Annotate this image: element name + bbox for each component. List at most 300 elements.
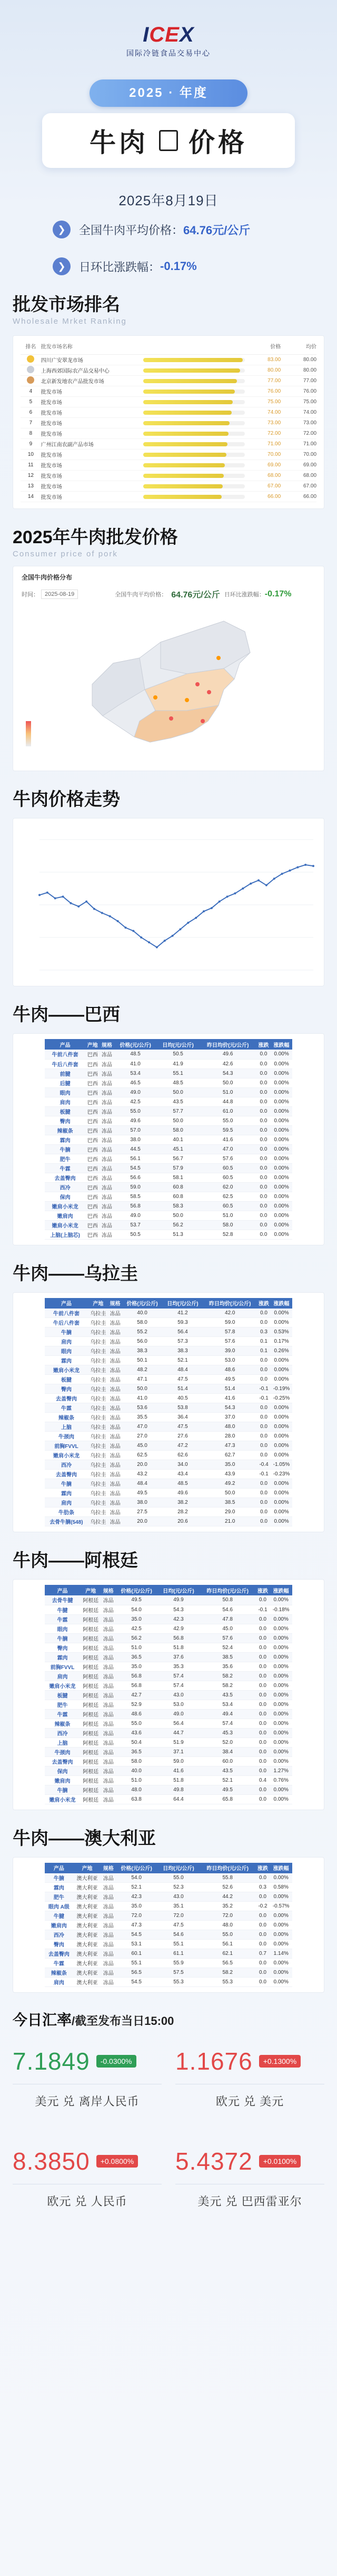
table-cell: 57.6 bbox=[203, 1337, 257, 1346]
table-cell: 0.00% bbox=[271, 1517, 292, 1526]
table-cell: 47.0 bbox=[200, 1144, 256, 1154]
table-cell: 0.0 bbox=[256, 1940, 270, 1949]
table-cell: 0.0 bbox=[257, 1479, 271, 1489]
table-cell: 嫩肩肉 bbox=[45, 1211, 85, 1220]
table-cell: 冻品 bbox=[108, 1346, 122, 1356]
rank-price: 72.00 bbox=[267, 431, 281, 436]
rank-bar bbox=[143, 411, 232, 415]
table-cell: 冻品 bbox=[101, 1681, 115, 1690]
table-cell: 42.9 bbox=[157, 1624, 200, 1633]
table-header-cell: 产地 bbox=[80, 1585, 101, 1595]
rank-avg: 80.00 bbox=[303, 367, 317, 373]
table-cell: 65.8 bbox=[200, 1794, 256, 1804]
table-cell: 56.7 bbox=[157, 1154, 200, 1163]
map-chg-value: -0.17% bbox=[264, 589, 292, 598]
table-cell: 0.0 bbox=[256, 1106, 271, 1116]
table-cell: 0.0 bbox=[256, 1201, 271, 1211]
rank-avg: 75.00 bbox=[303, 399, 317, 405]
table-cell: 冻品 bbox=[101, 1978, 115, 1987]
table-cell: 60.5 bbox=[200, 1173, 256, 1182]
table-cell: 牛腩 bbox=[45, 1479, 88, 1489]
table-cell: 35.6 bbox=[200, 1662, 256, 1671]
table-cell: 乌拉圭 bbox=[88, 1413, 108, 1422]
map-chg-label: 日环比涨跌幅： bbox=[224, 591, 265, 598]
table-cell: 35.1 bbox=[157, 1902, 200, 1911]
table-header-cell: 日均(元/公斤) bbox=[157, 1863, 200, 1873]
table-cell: 冻品 bbox=[100, 1230, 114, 1239]
table-cell: -0.18% bbox=[270, 1605, 292, 1614]
table-cell: 49.2 bbox=[203, 1479, 257, 1489]
table-cell: 0.58% bbox=[270, 1883, 292, 1892]
data-point bbox=[62, 896, 64, 898]
rank-bar-track bbox=[143, 484, 245, 488]
table-cell: 0.76% bbox=[270, 1775, 292, 1785]
market-name: 北京新发地农产品批发市场 bbox=[41, 379, 104, 385]
table-cell: 冻品 bbox=[108, 1327, 122, 1337]
table-cell: 47.3 bbox=[203, 1441, 257, 1451]
table-row bbox=[45, 1106, 292, 1116]
rank-head-no: 排名 bbox=[25, 344, 36, 350]
table-cell: 肩肉 bbox=[45, 1671, 80, 1681]
table-cell: 55.3 bbox=[157, 1978, 200, 1987]
table-cell: 保肉 bbox=[45, 1192, 85, 1201]
table-cell: 0.3 bbox=[257, 1327, 271, 1337]
table-cell: 48.5 bbox=[157, 1078, 200, 1087]
ranking-body bbox=[21, 355, 316, 502]
table-cell: 去盖臀肉 bbox=[45, 1394, 88, 1403]
table-cell: 56.0 bbox=[122, 1337, 163, 1346]
table-cell: 0.0 bbox=[256, 1968, 270, 1978]
table-cell: 冻品 bbox=[101, 1719, 115, 1728]
table-cell: 60.5 bbox=[200, 1201, 256, 1211]
table-header-cell: 产品 bbox=[45, 1298, 88, 1309]
table-cell: 45.0 bbox=[122, 1441, 163, 1451]
rank-bar-track bbox=[143, 453, 245, 457]
table-cell: 0.00% bbox=[271, 1403, 292, 1413]
table-cell: 0.00% bbox=[271, 1059, 292, 1069]
table-header-cell: 涨跌幅 bbox=[270, 1863, 292, 1873]
table-cell: 58.5 bbox=[114, 1192, 157, 1201]
table-cell: 冻品 bbox=[108, 1337, 122, 1346]
table-cell: 臀肉 bbox=[45, 1940, 73, 1949]
table-cell: 0.00% bbox=[271, 1432, 292, 1441]
table-cell: 0.00% bbox=[271, 1309, 292, 1318]
table-cell: 乌拉圭 bbox=[88, 1470, 108, 1479]
table-cell: 冻品 bbox=[101, 1709, 115, 1719]
table-cell: 冻品 bbox=[108, 1309, 122, 1318]
table-cell: 板腱 bbox=[45, 1690, 80, 1700]
table-cell: 0.00% bbox=[271, 1125, 292, 1135]
table-cell: 0.00% bbox=[271, 1154, 292, 1163]
price-table-card bbox=[13, 1857, 324, 1993]
table-cell: 51.8 bbox=[157, 1775, 200, 1785]
table-row bbox=[45, 1201, 292, 1211]
price-marker bbox=[216, 656, 221, 660]
table-cell: 阿根廷 bbox=[80, 1614, 101, 1624]
avg-price-value: 64.76元/公斤 bbox=[183, 223, 251, 237]
table-cell: 54.6 bbox=[157, 1930, 200, 1940]
table-cell: 澳大利亚 bbox=[73, 1873, 102, 1883]
table-cell: 72.0 bbox=[115, 1911, 157, 1921]
table-cell: 0.00% bbox=[271, 1163, 292, 1173]
table-header-cell: 规格 bbox=[108, 1298, 122, 1309]
rank-no: 12 bbox=[27, 473, 34, 478]
rank-avg: 80.00 bbox=[303, 357, 317, 363]
table-cell: 牛腩 bbox=[45, 1785, 80, 1794]
table-cell: 48.5 bbox=[162, 1479, 203, 1489]
table-cell: 49.0 bbox=[157, 1709, 200, 1719]
table-cell: 48.0 bbox=[203, 1422, 257, 1432]
table-row bbox=[45, 1220, 292, 1230]
table-cell: 37.0 bbox=[203, 1413, 257, 1422]
table-cell: 冻品 bbox=[108, 1394, 122, 1403]
table-cell: 巴西 bbox=[85, 1163, 100, 1173]
table-cell: 48.4 bbox=[162, 1365, 203, 1375]
rank-no: 13 bbox=[27, 483, 34, 489]
table-cell: 冻品 bbox=[108, 1384, 122, 1394]
table-cell: 0.00% bbox=[270, 1785, 292, 1794]
table-cell: 0.0 bbox=[256, 1078, 271, 1087]
data-point bbox=[93, 908, 95, 910]
table-cell: 50.0 bbox=[200, 1078, 256, 1087]
table-cell: 39.0 bbox=[203, 1346, 257, 1356]
table-cell: 去骨牛腱 bbox=[45, 1595, 80, 1605]
table-row bbox=[45, 1902, 292, 1911]
table-row bbox=[45, 1978, 292, 1987]
ranking-row bbox=[21, 397, 316, 407]
table-cell: 43.5 bbox=[157, 1097, 200, 1106]
table-cell: 0.0 bbox=[256, 1230, 271, 1239]
table-row bbox=[45, 1432, 292, 1441]
table-header-cell: 价格(元/公斤) bbox=[122, 1298, 163, 1309]
rank-price: 80.00 bbox=[267, 367, 281, 373]
table-cell: 47.5 bbox=[162, 1422, 203, 1432]
table-cell: 51.0 bbox=[200, 1211, 256, 1220]
table-cell: 冻品 bbox=[101, 1671, 115, 1681]
table-cell: 0.0 bbox=[256, 1643, 270, 1652]
map-avg-value: 64.76元/公斤 bbox=[171, 591, 220, 600]
table-row bbox=[45, 1624, 292, 1633]
table-cell: 臀肉 bbox=[45, 1384, 88, 1394]
table-cell: 55.0 bbox=[200, 1930, 256, 1940]
table-cell: 44.2 bbox=[200, 1892, 256, 1902]
table-cell: 冻品 bbox=[108, 1479, 122, 1489]
table-cell: 冻品 bbox=[108, 1413, 122, 1422]
rank-price: 75.00 bbox=[267, 399, 281, 405]
table-cell: 60.5 bbox=[200, 1163, 256, 1173]
table-cell: 56.1 bbox=[114, 1154, 157, 1163]
rank-bar-track bbox=[143, 432, 245, 436]
table-cell: 62.7 bbox=[203, 1451, 257, 1460]
table-cell: 48.5 bbox=[114, 1050, 157, 1059]
table-cell: 38.0 bbox=[122, 1498, 163, 1507]
rank-avg: 69.00 bbox=[303, 462, 317, 468]
table-cell: 52.1 bbox=[162, 1356, 203, 1365]
rank-head-price: 价格 bbox=[270, 344, 281, 350]
table-cell: 35.3 bbox=[157, 1662, 200, 1671]
data-point bbox=[226, 896, 229, 898]
fx-pair-label: 欧元 兑 人民币 bbox=[47, 2195, 127, 2208]
table-cell: 眼肉 A级 bbox=[45, 1902, 73, 1911]
table-cell: -0.1 bbox=[256, 1605, 270, 1614]
price-table-section bbox=[0, 1546, 337, 1810]
ranking-section bbox=[0, 290, 337, 509]
table-cell: 阿根廷 bbox=[80, 1709, 101, 1719]
table-cell: 阿根廷 bbox=[80, 1738, 101, 1747]
table-header-cell: 价格(元/公斤) bbox=[114, 1039, 157, 1050]
table-row bbox=[45, 1605, 292, 1614]
table-cell: 0.0 bbox=[257, 1356, 271, 1365]
table-cell: 上脑 bbox=[45, 1738, 80, 1747]
table-cell: 55.3 bbox=[200, 1978, 256, 1987]
table-cell: 43.6 bbox=[115, 1728, 157, 1738]
table-cell: 巴西 bbox=[85, 1230, 100, 1239]
map-avg-label: 全国牛肉平均价格： bbox=[115, 591, 167, 598]
price-table-card bbox=[13, 1292, 324, 1533]
table-cell: 49.5 bbox=[115, 1595, 157, 1605]
table-cell: 去骨牛腩(548) bbox=[45, 1517, 88, 1526]
table-cell: 冻品 bbox=[101, 1968, 115, 1978]
hero-title bbox=[42, 113, 295, 168]
table-row bbox=[45, 1507, 292, 1517]
data-point bbox=[179, 928, 181, 931]
table-cell: 巴西 bbox=[85, 1220, 100, 1230]
table-cell: 巴西 bbox=[85, 1078, 100, 1087]
table-header-cell: 产地 bbox=[73, 1863, 102, 1873]
market-name: 批发市场 bbox=[41, 474, 62, 480]
table-row bbox=[45, 1182, 292, 1192]
fx-rate-value: 8.3850 bbox=[13, 2147, 90, 2175]
table-cell: 0.00% bbox=[271, 1356, 292, 1365]
table-row bbox=[45, 1892, 292, 1902]
table-cell: 乌拉圭 bbox=[88, 1375, 108, 1384]
change-value: -0.17% bbox=[160, 259, 197, 273]
trend-chart bbox=[13, 818, 324, 986]
table-row bbox=[45, 1422, 292, 1432]
rank-bar-track bbox=[143, 495, 245, 499]
table-cell: 45.1 bbox=[157, 1144, 200, 1154]
table-cell: 37.1 bbox=[157, 1747, 200, 1756]
table-cell: 阿根廷 bbox=[80, 1719, 101, 1728]
table-header-cell: 涨跌幅 bbox=[271, 1039, 292, 1050]
table-cell: 55.0 bbox=[157, 1873, 200, 1883]
table-cell: 冻品 bbox=[108, 1451, 122, 1460]
table-cell: 58.1 bbox=[157, 1173, 200, 1182]
table-cell: 冻品 bbox=[101, 1662, 115, 1671]
table-cell: 62.6 bbox=[162, 1451, 203, 1460]
table-cell: 0.0 bbox=[256, 1921, 270, 1930]
ranking-row bbox=[21, 471, 316, 481]
table-cell: 冻品 bbox=[101, 1766, 115, 1775]
table-cell: 0.00% bbox=[271, 1211, 292, 1220]
table-cell: 27.0 bbox=[122, 1432, 163, 1441]
table-cell: 0.00% bbox=[270, 1794, 292, 1804]
table-cell: 38.4 bbox=[200, 1747, 256, 1756]
table-cell: 53.1 bbox=[115, 1940, 157, 1949]
table-cell: 58.0 bbox=[157, 1125, 200, 1135]
rank-bar bbox=[143, 474, 224, 478]
table-cell: 52.9 bbox=[115, 1700, 157, 1709]
ranking-row bbox=[21, 460, 316, 471]
data-point bbox=[242, 887, 244, 890]
ranking-row bbox=[21, 481, 316, 492]
table-cell: 54.5 bbox=[115, 1930, 157, 1940]
table-cell: 巴西 bbox=[85, 1097, 100, 1106]
table-cell: 0.0 bbox=[256, 1624, 270, 1633]
fx-grid bbox=[13, 2038, 324, 2222]
table-cell: 59.0 bbox=[203, 1318, 257, 1327]
table-cell: 0.0 bbox=[256, 1719, 270, 1728]
price-table-title: 牛肉——阿根廷 bbox=[13, 1551, 138, 1571]
table-cell: 0.0 bbox=[256, 1059, 271, 1069]
fx-pair-label: 欧元 兑 美元 bbox=[215, 2095, 284, 2108]
table-cell: 0.00% bbox=[270, 1968, 292, 1978]
table-cell: 44.8 bbox=[200, 1097, 256, 1106]
map-date-picker[interactable]: 2025-08-19 bbox=[41, 590, 78, 599]
medal-icon bbox=[27, 376, 34, 384]
table-cell: 42.0 bbox=[203, 1309, 257, 1318]
table-cell: 阿根廷 bbox=[80, 1652, 101, 1662]
map-title: 2025年牛肉批发价格 bbox=[13, 527, 178, 547]
rank-avg: 74.00 bbox=[303, 410, 317, 415]
table-cell: 0.00% bbox=[271, 1451, 292, 1460]
table-header-cell: 价格(元/公斤) bbox=[115, 1863, 157, 1873]
table-cell: 冻品 bbox=[108, 1318, 122, 1327]
table-cell: 49.6 bbox=[114, 1116, 157, 1125]
table-cell: 0.00% bbox=[270, 1873, 292, 1883]
fx-rate-value: 1.1676 bbox=[175, 2047, 253, 2075]
market-name: 四川广安翠龙市场 bbox=[41, 358, 83, 364]
table-cell: 霖肉 bbox=[45, 1652, 80, 1662]
table-cell: 0.0 bbox=[257, 1517, 271, 1526]
table-cell: 冻品 bbox=[108, 1356, 122, 1365]
table-cell: -0.23% bbox=[271, 1470, 292, 1479]
table-row bbox=[45, 1949, 292, 1959]
table-cell: 28.0 bbox=[203, 1432, 257, 1441]
table-cell: 27.5 bbox=[122, 1507, 163, 1517]
table-cell: 霖肉 bbox=[45, 1356, 88, 1365]
table-header-cell: 价格(元/公斤) bbox=[115, 1585, 157, 1595]
table-cell: 0.00% bbox=[270, 1911, 292, 1921]
rank-no bbox=[21, 366, 41, 375]
rank-price: 76.00 bbox=[267, 388, 281, 394]
table-cell: 乌拉圭 bbox=[88, 1346, 108, 1356]
data-point bbox=[164, 940, 166, 942]
map-card bbox=[13, 566, 324, 771]
table-header-cell: 昨日均价(元/公斤) bbox=[200, 1039, 256, 1050]
table-cell: 50.0 bbox=[157, 1211, 200, 1220]
fx-pair-label: 美元 兑 离岸人民币 bbox=[35, 2095, 140, 2108]
table-cell: 48.0 bbox=[200, 1921, 256, 1930]
table-cell: 58.2 bbox=[200, 1968, 256, 1978]
table-cell: 牛腩 bbox=[45, 1144, 85, 1154]
table-cell: 上脑(上脑芯) bbox=[45, 1230, 85, 1239]
table-cell: 澳大利亚 bbox=[73, 1968, 102, 1978]
data-point bbox=[187, 922, 189, 924]
rank-avg: 77.00 bbox=[303, 378, 317, 384]
table-cell: 牛后八件套 bbox=[45, 1318, 88, 1327]
table-cell: 0.0 bbox=[256, 1144, 271, 1154]
rank-bar bbox=[143, 400, 233, 404]
table-cell: 48.0 bbox=[115, 1785, 157, 1794]
table-cell: 51.8 bbox=[157, 1643, 200, 1652]
data-point bbox=[132, 930, 134, 932]
table-row bbox=[45, 1766, 292, 1775]
table-cell: 巴西 bbox=[85, 1106, 100, 1116]
table-cell: 乌拉圭 bbox=[88, 1309, 108, 1318]
map-date-label: 时间： bbox=[22, 591, 39, 598]
table-cell: -0.25% bbox=[271, 1394, 292, 1403]
table-cell: 63.8 bbox=[115, 1794, 157, 1804]
table-cell: 35.0 bbox=[115, 1662, 157, 1671]
table-cell: 49.4 bbox=[200, 1709, 256, 1719]
table-cell: 肩肉 bbox=[45, 1978, 73, 1987]
table-row bbox=[45, 1940, 292, 1949]
table-cell: 西冷 bbox=[45, 1182, 85, 1192]
ranking-row bbox=[21, 418, 316, 428]
table-cell: 52.6 bbox=[200, 1883, 256, 1892]
table-cell: 0.00% bbox=[271, 1220, 292, 1230]
price-table-title: 牛肉——澳大利亚 bbox=[13, 1828, 156, 1849]
rank-bar-track bbox=[143, 442, 245, 446]
table-cell: 56.2 bbox=[115, 1633, 157, 1643]
table-cell: 嫩肩小米龙 bbox=[45, 1681, 80, 1690]
rank-no: 8 bbox=[29, 431, 33, 436]
table-cell: 眼肉 bbox=[45, 1624, 80, 1633]
data-point bbox=[195, 917, 197, 919]
table-row bbox=[45, 1394, 292, 1403]
table-cell: 0.00% bbox=[271, 1192, 292, 1201]
table-cell: 牛前八件套 bbox=[45, 1050, 85, 1059]
table-cell: 58.0 bbox=[122, 1318, 163, 1327]
table-cell: 47.5 bbox=[157, 1921, 200, 1930]
data-point bbox=[304, 864, 306, 866]
table-cell: 冻品 bbox=[100, 1078, 114, 1087]
rank-price: 66.00 bbox=[267, 494, 281, 500]
table-cell: 澳大利亚 bbox=[73, 1940, 102, 1949]
table-header-cell: 涨跌 bbox=[256, 1039, 271, 1050]
chevron-right-icon: ❯ bbox=[53, 257, 71, 275]
table-cell: 0.0 bbox=[256, 1163, 271, 1173]
table-cell: 0.0 bbox=[257, 1489, 271, 1498]
table-cell: 冻品 bbox=[100, 1211, 114, 1220]
table-cell: 57.0 bbox=[114, 1125, 157, 1135]
table-cell: 0.0 bbox=[257, 1432, 271, 1441]
table-cell: 49.5 bbox=[200, 1785, 256, 1794]
table-cell: 辣椒条 bbox=[45, 1413, 88, 1422]
table-row bbox=[45, 1365, 292, 1375]
table-cell: 0.0 bbox=[256, 1211, 271, 1220]
table-cell: 0.0 bbox=[256, 1738, 270, 1747]
rank-price: 73.00 bbox=[267, 420, 281, 426]
table-cell: 53.7 bbox=[114, 1220, 157, 1230]
rank-bar-track bbox=[143, 368, 245, 373]
rank-no: 14 bbox=[27, 494, 34, 500]
table-cell: 50.0 bbox=[157, 1116, 200, 1125]
ranking-row bbox=[21, 428, 316, 439]
table-cell: 0.00% bbox=[270, 1595, 292, 1605]
data-point bbox=[109, 915, 111, 917]
data-point bbox=[234, 892, 236, 894]
table-cell: 霖肉 bbox=[45, 1489, 88, 1498]
rank-bar bbox=[143, 358, 243, 362]
table-cell: 50.0 bbox=[122, 1384, 163, 1394]
fx-change-badge: +0.0800% bbox=[96, 2155, 138, 2168]
table-cell: 41.0 bbox=[122, 1394, 163, 1403]
table-row bbox=[45, 1690, 292, 1700]
table-cell: 55.1 bbox=[157, 1940, 200, 1949]
table-cell: 嫩肩小米龙 bbox=[45, 1220, 85, 1230]
